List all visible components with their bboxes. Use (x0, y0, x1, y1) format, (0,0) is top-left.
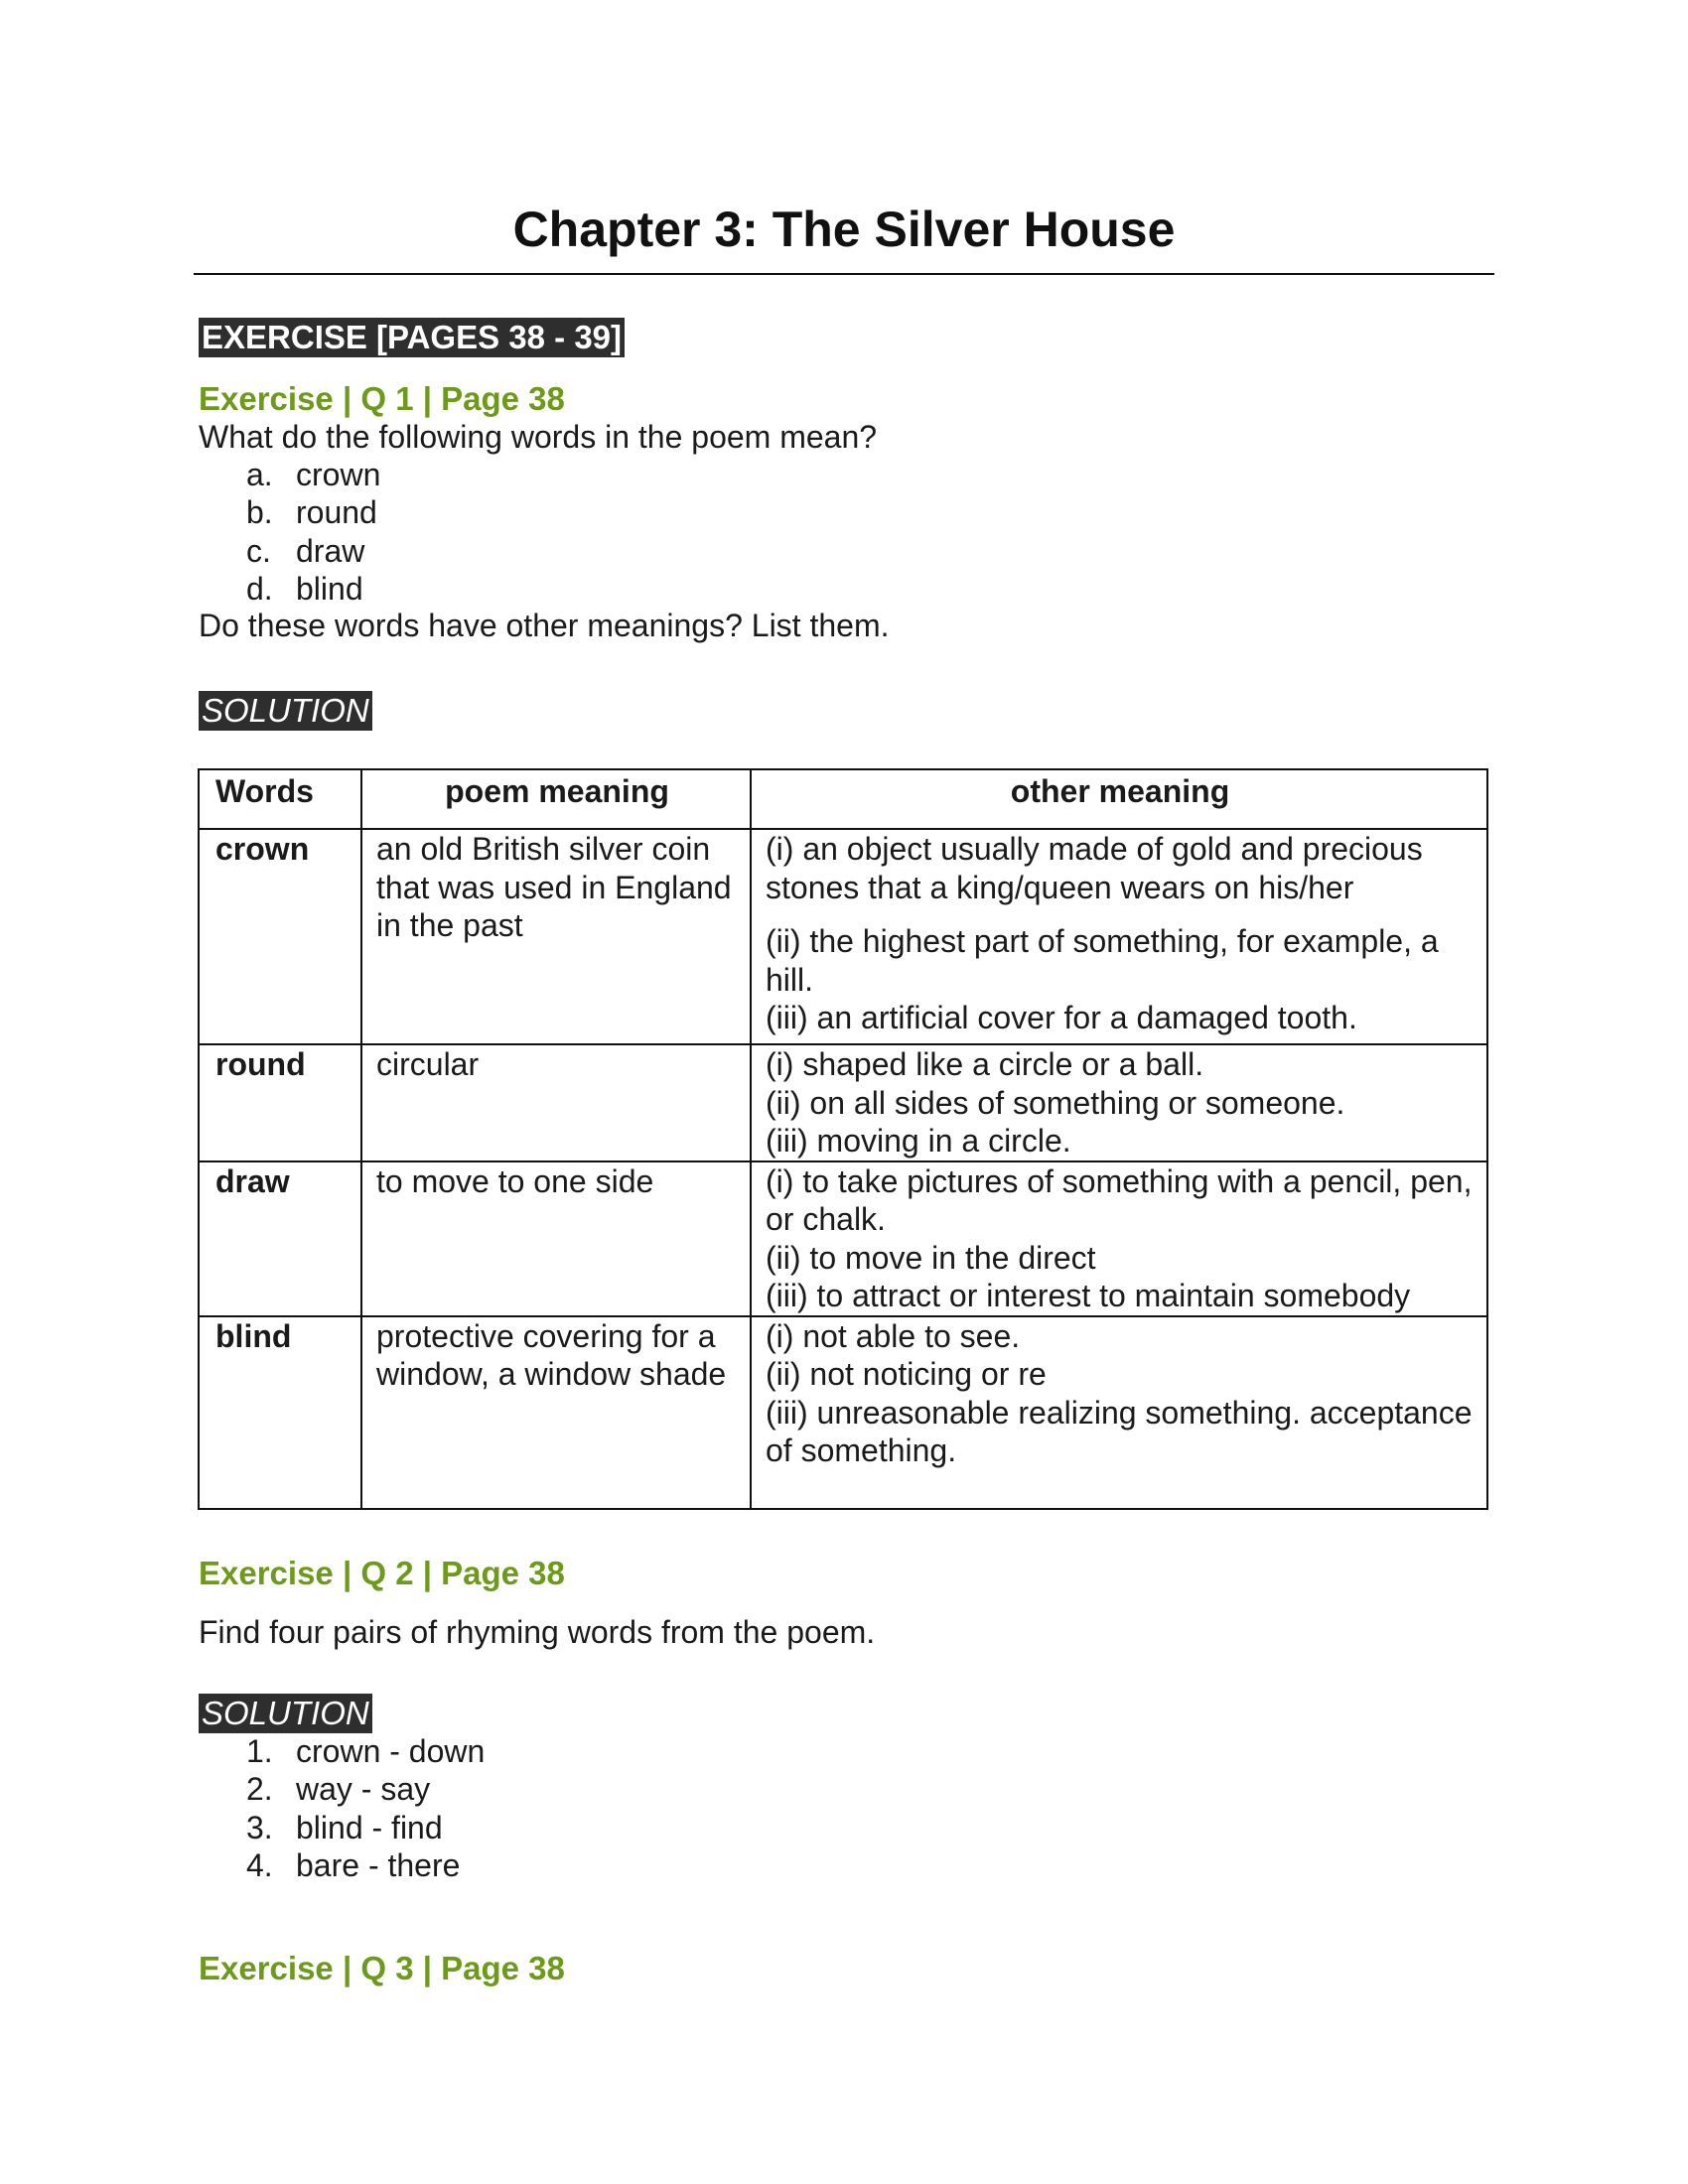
list-item-text: blind (296, 570, 363, 607)
table-cell-word: blind (199, 1316, 361, 1509)
q1-followup: Do these words have other meanings? List them. (199, 608, 890, 643)
q2-question: Find four pairs of rhyming words from the poem. (199, 1614, 876, 1650)
meaning-line: (iii) an artificial cover for a damaged tooth. (766, 1000, 1357, 1035)
table-cell-poem-meaning: circular (361, 1044, 751, 1161)
list-marker: d. (246, 570, 273, 607)
list-marker: 1. (246, 1733, 273, 1769)
list-item (246, 456, 380, 493)
q3-heading: Exercise | Q 3 | Page 38 (199, 1950, 565, 1986)
table-header-words: Words (199, 769, 361, 829)
q2-heading: Exercise | Q 2 | Page 38 (199, 1555, 565, 1591)
table-header-row (199, 769, 1487, 829)
title-divider (194, 273, 1494, 275)
meaning-line: (i) an object usually made of gold and precious stones that a king/queen wears on his/her (766, 831, 1423, 905)
table-cell-other-meaning (751, 1161, 1487, 1316)
page-title: Chapter 3: The Silver House (512, 202, 1176, 257)
table-cell-word: crown (199, 829, 361, 1044)
table-cell-other-meaning (751, 1044, 1487, 1161)
q2-solution-label: SOLUTION (199, 1694, 372, 1733)
meaning-line: (i) not able to see. (766, 1317, 1021, 1354)
q1-word-list (246, 456, 380, 608)
list-item-text: round (296, 494, 377, 531)
table-cell-poem-meaning: protective covering for a window, a window shade (361, 1316, 751, 1509)
list-item-text: bare - there (296, 1846, 461, 1883)
table-header-poem-meaning: poem meaning (361, 769, 751, 829)
list-marker: a. (246, 457, 273, 492)
list-item (246, 532, 380, 570)
table-cell-poem-meaning: an old British silver coin that was used in England in the past (361, 829, 751, 1044)
table-cell-word: draw (199, 1161, 361, 1316)
list-item (246, 570, 380, 608)
list-item (246, 1846, 485, 1884)
meaning-line: (ii) the highest part of something, for example, a hill. (766, 923, 1439, 998)
list-item-text: blind - find (296, 1809, 443, 1845)
q2-answer-list (246, 1732, 485, 1884)
table-row (199, 1044, 1487, 1161)
meaning-line: (ii) on all sides of something or someone. (766, 1084, 1345, 1121)
list-marker: c. (246, 532, 271, 569)
list-marker: 2. (246, 1771, 273, 1808)
section-label: EXERCISE [PAGES 38 - 39] (199, 318, 625, 357)
list-marker: b. (246, 494, 273, 531)
table-cell-poem-meaning: to move to one side (361, 1161, 751, 1316)
table-header-other-meaning: other meaning (751, 769, 1487, 829)
word-meanings-table (198, 768, 1488, 1510)
meaning-line: (ii) not noticing or re (766, 1356, 1047, 1392)
table-cell-word: round (199, 1044, 361, 1161)
meaning-line: (iii) moving in a circle. (766, 1123, 1071, 1159)
table-row (199, 1316, 1487, 1509)
table-row (199, 1161, 1487, 1316)
meaning-line: (iii) to attract or interest to maintain somebody (766, 1278, 1411, 1313)
list-item (246, 1809, 485, 1846)
table-cell-other-meaning (751, 1316, 1487, 1509)
meaning-line: (ii) to move in the direct (766, 1239, 1096, 1276)
meaning-line: (i) to take pictures of something with a pencil, pen, or chalk. (766, 1162, 1473, 1237)
meaning-line: (i) shaped like a circle or a ball. (766, 1046, 1204, 1082)
q1-solution-label: SOLUTION (199, 691, 372, 731)
table-cell-other-meaning (751, 829, 1487, 1044)
table-row (199, 829, 1487, 1044)
list-item-text: way - say (296, 1771, 431, 1808)
list-item (246, 1732, 485, 1770)
q1-heading: Exercise | Q 1 | Page 38 (199, 380, 565, 417)
list-item-text: crown - down (296, 1733, 486, 1769)
list-marker: 4. (246, 1846, 273, 1883)
list-item (246, 1770, 485, 1808)
list-marker: 3. (246, 1809, 273, 1845)
list-item-text: crown (296, 457, 381, 492)
list-item-text: draw (296, 532, 365, 569)
list-item (246, 493, 380, 531)
q1-question: What do the following words in the poem mean? (199, 419, 878, 455)
meaning-line: (iii) unreasonable realizing something. acceptance of something. (766, 1394, 1473, 1468)
